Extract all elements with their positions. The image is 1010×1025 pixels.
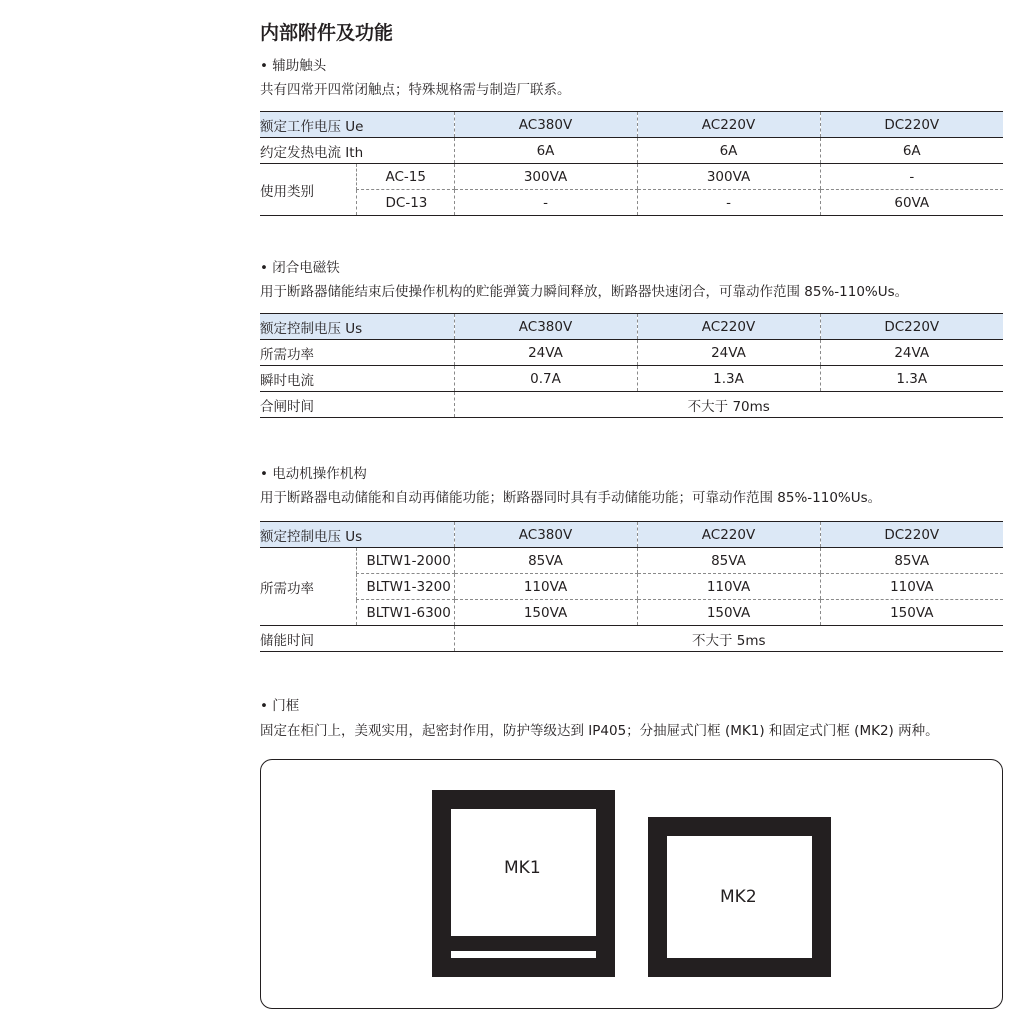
table-row — [260, 600, 1003, 626]
table-cell: 24VA — [820, 340, 1003, 366]
motor-mechanism-desc: 用于断路器电动储能和自动再储能功能；断路器同时具有手动储能功能；可靠动作范围 85%-110%Us。 — [260, 490, 882, 506]
mk1-frame-diagram — [432, 790, 615, 977]
table-row — [260, 548, 1003, 574]
row-label: 储能时间 — [260, 626, 454, 652]
mk2-frame-diagram — [648, 817, 831, 977]
motor-mechanism-table — [260, 521, 1003, 652]
table-cell: 150VA — [454, 600, 637, 626]
table-cell: 6A — [637, 138, 820, 164]
table-row — [260, 626, 1003, 652]
aux-contact-table — [260, 111, 1003, 216]
mk1-label: MK1 — [504, 858, 541, 878]
motor-mechanism-heading: • 电动机操作机构 — [260, 466, 367, 482]
table-cell: 0.7A — [454, 366, 637, 392]
header-cell: 额定工作电压 Ue — [260, 112, 454, 138]
table-cell: 24VA — [637, 340, 820, 366]
closing-magnet-heading: • 闭合电磁铁 — [260, 260, 340, 276]
table-row — [260, 392, 1003, 418]
table-cell: 85VA — [637, 548, 820, 574]
row-label: 所需功率 — [260, 340, 454, 366]
table-row — [260, 340, 1003, 366]
table-cell: 300VA — [454, 164, 637, 190]
mk2-label: MK2 — [720, 887, 757, 907]
table-cell: 150VA — [637, 600, 820, 626]
table-cell: 110VA — [454, 574, 637, 600]
header-cell: 额定控制电压 Us — [260, 522, 454, 548]
aux-contact-desc: 共有四常开四常闭触点；特殊规格需与制造厂联系。 — [260, 82, 571, 98]
row-label: 瞬时电流 — [260, 366, 454, 392]
table-cell: 110VA — [637, 574, 820, 600]
table-cell: 6A — [454, 138, 637, 164]
table-cell: 1.3A — [637, 366, 820, 392]
table-row — [260, 190, 1003, 216]
header-cell: AC220V — [637, 314, 820, 340]
table-header-row — [260, 112, 1003, 138]
table-cell: 不大于 70ms — [454, 392, 1003, 418]
table-cell: - — [637, 190, 820, 216]
door-frame-desc: 固定在柜门上，美观实用，起密封作用，防护等级达到 IP405；分抽屉式门框 (MK1) 和固定式门框 (MK2) 两种。 — [260, 723, 939, 739]
table-cell: 不大于 5ms — [454, 626, 1003, 652]
table-cell: 24VA — [454, 340, 637, 366]
row-label: 所需功率 — [260, 548, 356, 626]
sub-label: BLTW1-2000 — [356, 548, 454, 574]
table-cell: 150VA — [820, 600, 1003, 626]
aux-contact-heading: • 辅助触头 — [260, 58, 327, 74]
page-title: 内部附件及功能 — [260, 22, 394, 44]
mk1-drawer-bar — [451, 936, 596, 951]
header-cell: AC380V — [454, 522, 637, 548]
table-cell: 85VA — [820, 548, 1003, 574]
door-frame-heading: • 门框 — [260, 698, 300, 714]
table-row — [260, 366, 1003, 392]
table-cell: 60VA — [820, 190, 1003, 216]
row-label: 合闸时间 — [260, 392, 454, 418]
header-cell: 额定控制电压 Us — [260, 314, 454, 340]
table-cell: 1.3A — [820, 366, 1003, 392]
sub-label: DC-13 — [356, 190, 454, 216]
header-cell: DC220V — [820, 112, 1003, 138]
row-label: 使用类别 — [260, 164, 356, 216]
table-cell: 85VA — [454, 548, 637, 574]
table-row — [260, 164, 1003, 190]
sub-label: AC-15 — [356, 164, 454, 190]
table-cell: 6A — [820, 138, 1003, 164]
header-cell: AC220V — [637, 112, 820, 138]
header-cell: DC220V — [820, 314, 1003, 340]
table-header-row — [260, 522, 1003, 548]
table-row — [260, 138, 1003, 164]
row-label: 约定发热电流 Ith — [260, 138, 454, 164]
header-cell: DC220V — [820, 522, 1003, 548]
table-cell: - — [454, 190, 637, 216]
header-cell: AC380V — [454, 112, 637, 138]
header-cell: AC220V — [637, 522, 820, 548]
sub-label: BLTW1-3200 — [356, 574, 454, 600]
table-cell: 300VA — [637, 164, 820, 190]
closing-magnet-desc: 用于断路器储能结束后使操作机构的贮能弹簧力瞬间释放，断路器快速闭合，可靠动作范围 85%-110%Us。 — [260, 284, 909, 300]
table-header-row — [260, 314, 1003, 340]
table-row — [260, 574, 1003, 600]
door-frame-illustration — [260, 759, 1003, 1009]
table-cell: - — [820, 164, 1003, 190]
table-cell: 110VA — [820, 574, 1003, 600]
header-cell: AC380V — [454, 314, 637, 340]
sub-label: BLTW1-6300 — [356, 600, 454, 626]
closing-magnet-table — [260, 313, 1003, 418]
